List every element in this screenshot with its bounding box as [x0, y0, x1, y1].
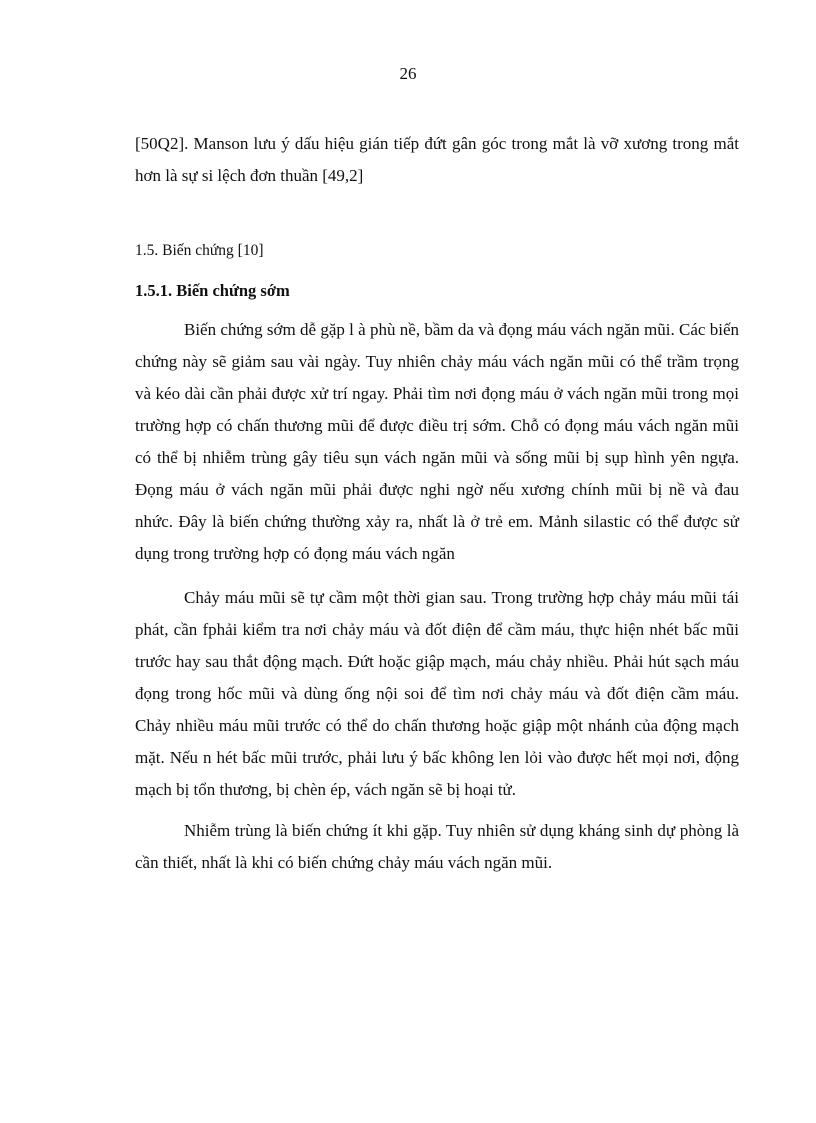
page-content: [135, 128, 739, 879]
body-paragraph: Nhiễm trùng là biến chứng ít khi gặp. Tuy nhiên sử dụng kháng sinh dự phòng là cần thiết, nhất là khi có biến chứng chảy máu vách ngăn mũi.: [135, 821, 739, 872]
intro-paragraph: [50Q2]. Manson lưu ý dấu hiệu gián tiếp đứt gân góc trong mắt là vỡ xương trong mắt hơn là sự si lệch đơn thuần [49,2]: [135, 134, 739, 185]
section-heading: 1.5. Biến chứng [10]: [135, 242, 264, 259]
body-paragraph: Biến chứng sớm dễ gặp l à phù nề, bầm da và đọng máu vách ngăn mũi. Các biến chứng này sẽ giảm sau vài ngày. Tuy nhiên chảy máu vách ngăn mũi có thể trầm trọng và kéo dài cần phải được xử trí ngay. Phải tìm nơi đọng máu ở vách ngăn mũi trong mọi trường hợp có chấn thương mũi để được điều trị sớm. Chỗ có đọng máu vách ngăn mũi có thể bị nhiễm trùng gây tiêu sụn vách ngăn mũi và sống mũi bị sụp hình yên ngựa. Đọng máu ở vách ngăn mũi phải được nghi ngờ nếu xương chính mũi bị nề và đau nhức. Đây là biến chứng thường xảy ra, nhất là ở trẻ em. Mảnh silastic có thể được sử dụng trong trường hợp có đọng máu vách ngăn: [135, 320, 739, 563]
page-number: 26: [399, 64, 417, 83]
subsection-heading: 1.5.1. Biến chứng sớm: [135, 281, 290, 300]
body-paragraph: Chảy máu mũi sẽ tự cầm một thời gian sau. Trong trường hợp chảy máu mũi tái phát, cần fphải kiểm tra nơi chảy máu và đốt điện để cầm máu, thực hiện nhét bấc mũi trước hay sau thắt động mạch. Đứt hoặc giập mạch, máu chảy nhiều. Phải hút sạch máu đọng trong hốc mũi và dùng ống nội soi để tìm nơi chảy máu và đốt điện cầm máu. Chảy nhiều máu mũi trước có thể do chấn thương hoặc giập một nhánh của động mạch mặt. Nếu n hét bấc mũi trước, phải lưu ý bấc không len lỏi vào được hết mọi nơi, động mạch bị tổn thương, bị chèn ép, vách ngăn sẽ bị hoại tử.: [135, 588, 739, 799]
